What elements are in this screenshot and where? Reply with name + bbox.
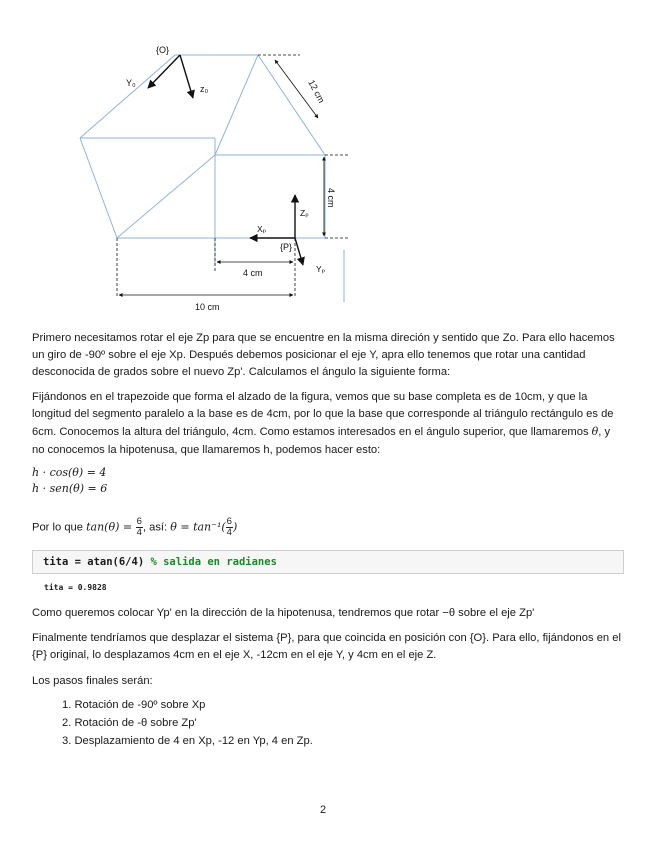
step-item: 3. Desplazamiento de 4 en Xp, -12 en Yp, 4 en Zp.: [62, 735, 313, 747]
step-item: 2. Rotación de -θ sobre Zp': [62, 717, 197, 729]
dim-4h-label: 4 cm: [243, 268, 263, 278]
theta-symbol: θ: [591, 425, 599, 439]
xp-label: Xₚ: [257, 224, 267, 234]
fraction: $\frac{6}{4}$: [136, 516, 142, 538]
paragraph-6: Los pasos finales serán:: [32, 675, 153, 687]
equation-sin: h · sen(θ) = 6: [32, 482, 108, 495]
yp-label: Yₚ: [316, 264, 326, 274]
code-comment: % salida en radianes: [150, 556, 277, 568]
origin-label: {O}: [156, 45, 170, 55]
code-statement: tita = atan(6/4): [43, 556, 151, 568]
paragraph-3: Por lo que tan(θ) = $\frac{6}{4}$ , así: θ = tan⁻¹( $\frac{6}{4}$ ): [32, 516, 238, 538]
geometry-figure: [60, 40, 380, 320]
page-number: 2: [320, 804, 327, 816]
paragraph-4: Como queremos colocar Yp' en la dirección de la hipotenusa, tendremos que rotar −θ sobre el eje Zp': [32, 607, 535, 619]
paragraph-1: Primero necesitamos rotar el eje Zp para que se encuentre en la misma direción y sentido que Zo. Para ello hacemos un giro de -90º sobre el eje Xp. Después debemos posicionar el eje Y, apra ello tenemos que rotar una cantidad desconocida de grados sobre el nuevo Zp'. Calculamos el ángulo la siguiente forma:: [32, 332, 615, 379]
paragraph-5: Finalmente tendríamos que desplazar el sistema {P}, para que coincida en posición con {O}. Para ello, fijándonos en el {P} original, lo desplazamos 4cm en el eje X, -12cm en el eje Y, y 4cm en el eje Z.: [32, 632, 621, 662]
zo-axis-arrow: [180, 55, 193, 98]
zo-label: z₀: [200, 84, 209, 94]
steps-list: [62, 696, 313, 750]
paragraph-2: Fijándonos en el trapezoide que forma el alzado de la figura, vemos que su base completa es de 10cm, y que la longitud del segmento paralelo a la base es de 4cm, por lo que la base que corresponde al triángulo rectángulo es de 6cm. Conocemos la altura del triángulo, 4cm. Como estamos interesados en el ángulo superior, que llamaremos θ, y no conocemos la hipotenusa, que llamaremos h, podemos hacer esto:: [32, 391, 614, 456]
p-frame-label: {P}: [280, 242, 293, 252]
yo-label: Y₀: [126, 78, 136, 88]
step-item: 1. Rotación de -90º sobre Xp: [62, 699, 206, 711]
code-output: tita = 0.9828: [44, 583, 107, 592]
dim-4v-label: 4 cm: [326, 188, 336, 208]
yp-axis-arrow: [295, 238, 303, 265]
zp-label: Zₚ: [300, 208, 309, 218]
equation-cos: h · cos(θ) = 4: [32, 466, 107, 479]
fraction-2: $\frac{6}{4}$: [226, 516, 232, 538]
dim-12-label: 12 cm: [306, 78, 327, 105]
prism-wireframe: [80, 55, 344, 302]
figure-drawing: [60, 40, 380, 320]
code-cell[interactable]: [32, 550, 624, 574]
dim-10-label: 10 cm: [195, 302, 220, 312]
yo-axis-arrow: [148, 55, 180, 88]
